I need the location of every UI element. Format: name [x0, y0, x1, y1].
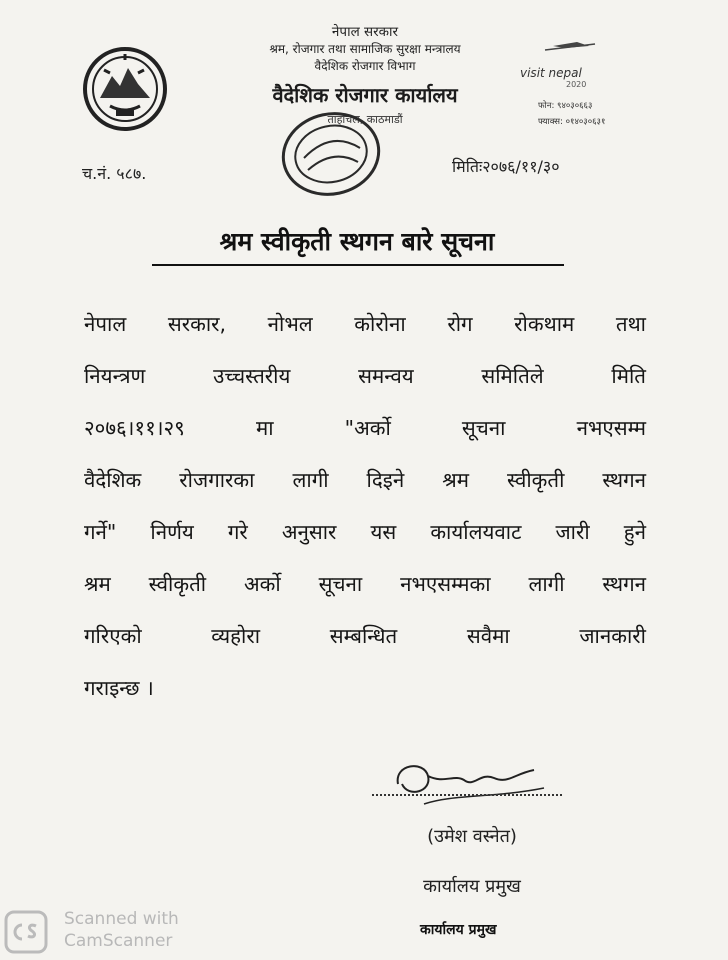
office-address: ताहाचल, काठमाडौं: [327, 113, 403, 126]
notice-line: वैदेशिक रोजगारका लागी दिइने श्रम स्वीकृती स्थगन: [84, 468, 646, 492]
notice-line: नेपाल सरकार, नोभल कोरोना रोग रोकथाम तथा: [84, 312, 646, 336]
signatory-name: (उमेश वस्नेत): [427, 826, 517, 847]
title-underline: [152, 264, 564, 266]
reference-number: च.नं. ५८७.: [82, 164, 147, 183]
camscanner-logo-icon: [4, 910, 48, 954]
notice-date: मितिः२०७६/११/३०: [452, 157, 560, 176]
handwritten-signature: [384, 754, 554, 824]
designation-stamp: कार्यालय प्रमुख: [420, 922, 497, 938]
nepal-emblem-icon: [82, 46, 168, 132]
department-name: वैदेशिक रोजगार विभाग: [314, 59, 416, 73]
notice-body: [84, 298, 646, 714]
notice-line: नियन्त्रण उच्चस्तरीय समन्वय समितिले मिति: [84, 364, 646, 388]
scanner-watermark: [64, 908, 179, 952]
office-name: वैदेशिक रोजगार कार्यालय: [272, 83, 458, 107]
watermark-line-1: Scanned with: [64, 909, 179, 929]
notice-line: २०७६।११।२९ मा "अर्को सूचना नभएसम्म: [84, 416, 646, 440]
visit-nepal-year: 2020: [566, 80, 587, 89]
notice-line: गर्ने" निर्णय गरे अनुसार यस कार्यालयवाट जारी हुने: [84, 520, 646, 544]
fax-number: फ्याक्स: ०१४०३०६३१: [538, 117, 606, 127]
contact-info: [538, 98, 605, 130]
office-seal-stamp: [278, 108, 384, 200]
government-name: नेपाल सरकार: [331, 24, 399, 40]
notice-line: श्रम स्वीकृती अर्को सूचना नभएसम्मका लागी स्थगन: [84, 572, 646, 596]
ministry-name: श्रम, रोजगार तथा सामाजिक सुरक्षा मन्त्रालय: [269, 42, 461, 56]
signature-dotted-line: [372, 794, 562, 796]
notice-title: श्रम स्वीकृती स्थगन बारे सूचना: [219, 227, 495, 256]
phone-number: फोन: ९४०३०६६३: [538, 101, 593, 111]
watermark-line-2: CamScanner: [64, 931, 173, 951]
signatory-designation: कार्यालय प्रमुख: [423, 876, 521, 897]
notice-line: गरिएको व्यहोरा सम्बन्धित सवैमा जानकारी: [84, 624, 646, 648]
notice-line: गराइन्छ ।: [84, 676, 154, 700]
visit-nepal-text: visit nepal: [520, 66, 582, 80]
